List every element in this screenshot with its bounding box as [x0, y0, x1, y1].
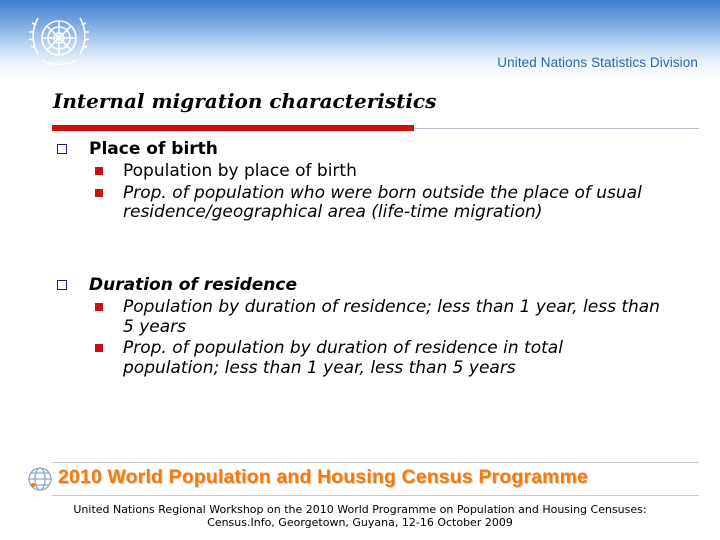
square-bullet-icon [95, 344, 103, 352]
census-programme-logo-icon [25, 465, 55, 493]
division-name: United Nations Statistics Division [497, 55, 698, 70]
section-heading-text: Place of birth [89, 139, 218, 159]
checkbox-bullet-icon [57, 144, 67, 154]
list-item [55, 184, 663, 223]
list-item [55, 298, 663, 337]
bullet-list [55, 298, 663, 378]
workshop-venue: Census.Info, Georgetown, Guyana, 12-16 October 2009 [207, 516, 513, 529]
footer-divider-bottom [52, 495, 699, 496]
workshop-title: United Nations Regional Workshop on the 2010 World Programme on Population and Housing Censuses: [73, 503, 647, 516]
census-programme-title: 2010 World Population and Housing Census Programme [58, 466, 589, 488]
un-emblem-icon [22, 8, 96, 72]
section-duration-of-residence [55, 274, 663, 378]
square-bullet-icon [95, 303, 103, 311]
list-item [55, 339, 663, 378]
census-programme-banner [25, 465, 695, 493]
square-bullet-icon [95, 189, 103, 197]
list-item-text: Prop. of population by duration of residence in total population; less than 1 year, less than 5 years [123, 338, 563, 378]
slide-title: Internal migration characteristics [53, 89, 437, 113]
header-band [0, 0, 720, 80]
section-place-of-birth [55, 138, 663, 223]
list-item-text: Population by duration of residence; less than 1 year, less than 5 years [123, 297, 660, 337]
square-bullet-icon [95, 167, 103, 175]
section-heading-text: Duration of residence [89, 275, 297, 295]
list-item-text: Prop. of population who were born outside the place of usual residence/geographical area (life-time migration) [123, 182, 642, 222]
section-heading [55, 274, 663, 296]
workshop-footer [0, 503, 720, 529]
section-heading [55, 138, 663, 160]
bullet-list [55, 162, 663, 223]
title-accent-bar [52, 125, 414, 131]
footer-divider-top [52, 462, 699, 463]
checkbox-bullet-icon [57, 280, 67, 290]
list-item-text: Population by place of birth [123, 161, 357, 181]
list-item [55, 162, 663, 182]
